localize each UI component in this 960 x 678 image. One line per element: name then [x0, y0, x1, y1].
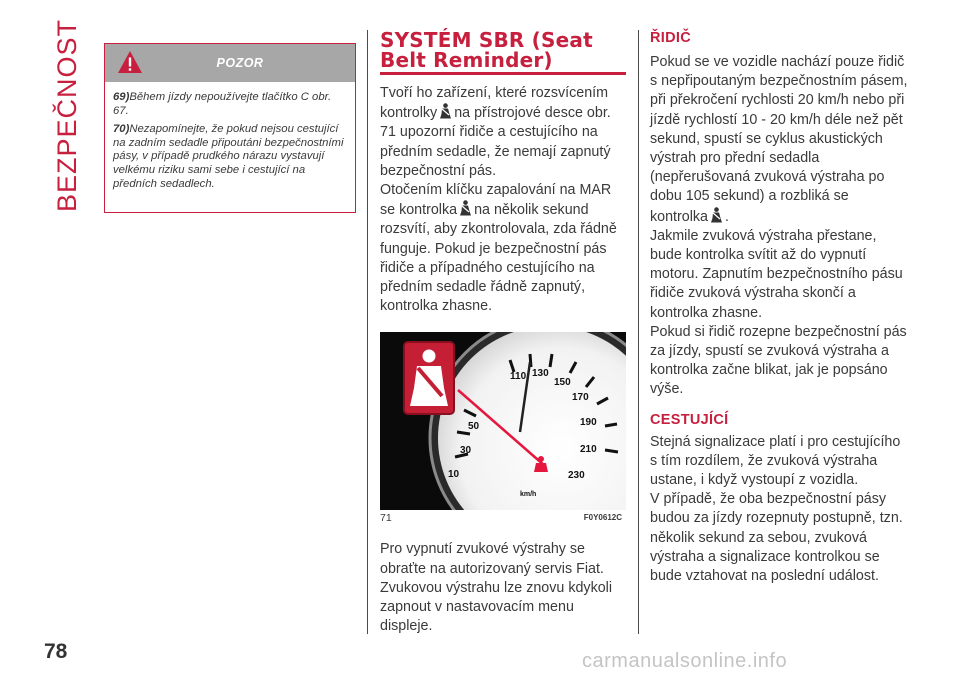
column-divider-2: [638, 30, 639, 634]
sbr-title-line1: SYSTÉM SBR (Seat: [380, 28, 593, 52]
driver-passenger-section: [650, 30, 910, 586]
figure-caption: [380, 510, 626, 540]
seatbelt-icon: [459, 200, 472, 216]
warning-title: POZOR: [216, 56, 264, 70]
gauge-tick-label: 110: [510, 371, 527, 383]
sbr-paragraph-1: [380, 84, 626, 181]
gauge-tick-label: 210: [580, 444, 597, 456]
dashboard-figure: [380, 332, 626, 510]
passenger-paragraph-2: V případě, že oba bezpečnostní pásy budou za jízdy rozepnuty postupně, tzn. několik sekund za sebou, zvuková výstraha a signalizace kontrolkou se bude vztahovat na poslední událost.: [650, 491, 903, 585]
seatbelt-warning-light-icon: [404, 342, 454, 414]
sbr-p2-before: Otočením klíčku zapalování na MAR se kontrolka: [380, 182, 612, 219]
speedometer-illustration: [380, 332, 626, 510]
warning-body: [105, 82, 355, 191]
warning-item-text: Nezapomínejte, že pokud nejsou cestující na zadním sedadle připoutáni bezpečnostními pásy, v případě prudkého nárazu vystavují velkému riziku sami sebe i cestující na předních sedadlech.: [113, 123, 344, 190]
sbr-p1-after: na přístrojové desce obr. 71 upozorní řidiče a cestujícího na předním sedadle, že nemají zapnutý bezpečnostní pás.: [380, 105, 611, 179]
warning-item-number: 69): [113, 91, 130, 103]
sbr-title-rule: [380, 72, 626, 75]
warning-item-number: 70): [113, 123, 130, 136]
warning-item: [113, 91, 345, 118]
sbr-paragraph-3: Pro vypnutí zvukové výstrahy se obraťte na autorizovaný servis Fiat. Zvukovou výstrahu lze znovu kdykoli zapnout v nastavovacím menu displeje.: [380, 541, 613, 635]
gauge-tick-label: 30: [460, 445, 472, 457]
section-label: [48, 18, 88, 212]
gauge-unit: km/h: [520, 491, 537, 499]
warning-item-text: Během jízdy nepoužívejte tlačítko C obr. 67.: [113, 91, 332, 117]
warning-triangle-icon: [117, 49, 143, 75]
watermark: carmanualsonline.info: [582, 650, 788, 672]
sbr-p2-after: na několik sekund rozsvítí, aby zkontrolovala, zda řádně funguje. Pokud je bezpečnostní pás řidiče a případného cestujícího na předním sedadle řádně zapnutý, kontrolka zhasne.: [380, 202, 617, 315]
gauge-tick-label: 170: [572, 392, 589, 404]
gauge-tick-label: 230: [568, 470, 585, 482]
column-divider-1: [367, 30, 368, 634]
driver-paragraph-2: Jakmile zvuková výstraha přestane, bude kontrolka svítit až do vypnutí motoru. Zapnutím bezpečnostního pásu řidiče zvuková výstraha skončí a kontrolka zhasne.: [650, 227, 903, 321]
passenger-paragraph-1: Stejná signalizace platí i pro cestujícího s tím rozdílem, že zvuková výstraha ustane, i když vystoupí z vozidla.: [650, 433, 901, 489]
figure-number: 71: [380, 512, 392, 525]
gauge-tick-label: 130: [532, 368, 549, 380]
section-label-text: BEZPEČNOST: [52, 18, 83, 212]
sbr-title: [380, 30, 626, 70]
driver-p1-after: .: [725, 208, 729, 225]
seatbelt-icon: [439, 103, 452, 119]
gauge-tick-label: 150: [554, 377, 571, 389]
driver-title: ŘIDIČ: [650, 30, 691, 46]
warning-item: [113, 123, 345, 191]
figure-code: F0Y0612C: [583, 513, 622, 523]
driver-paragraph-1: [650, 53, 910, 227]
driver-p1-before: Pokud se ve vozidle nachází pouze řidič s nepřipoutaným bezpečnostním pásem, při překročení rychlosti 20 km/h nebo při jízdě rychlostí 10 - 20 km/h déle než pět sekund, spustí se cyklus akustických výstrah pro přední sedadla (nepřerušovaná zvuková výstraha po dobu 105 sekund) a rozbliká se kontrolka: [650, 54, 908, 225]
sbr-title-line2: Belt Reminder): [380, 48, 553, 72]
seatbelt-icon: [710, 207, 723, 223]
warning-box: [104, 43, 356, 213]
passenger-title: CESTUJÍCÍ: [650, 411, 729, 428]
sbr-section: [380, 30, 626, 636]
sbr-paragraph-2: [380, 181, 626, 316]
gauge-tick-label: 190: [580, 417, 597, 429]
page-number: 78: [44, 640, 68, 663]
gauge-tick-label: 10: [448, 469, 460, 481]
driver-paragraph-3: Pokud si řidič rozepne bezpečnostní pás za jízdy, spustí se zvuková výstraha a kontrolka začne blikat, jak je popsáno výše.: [650, 323, 907, 398]
gauge-tick-label: 50: [468, 421, 480, 433]
sbr-p1-before: Tvoří ho zařízení, které rozsvícením kontrolky: [380, 85, 609, 122]
warning-header: [105, 44, 355, 82]
